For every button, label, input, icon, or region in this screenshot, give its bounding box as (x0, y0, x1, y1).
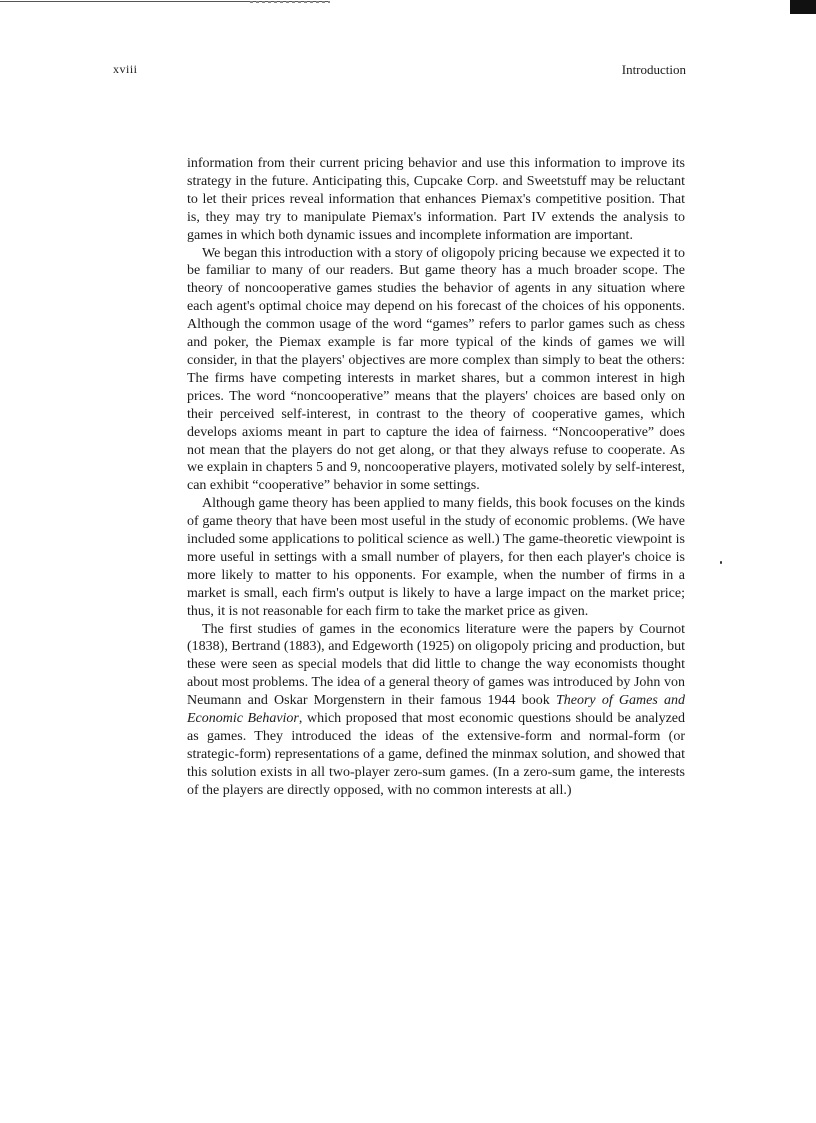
book-title: Theory of Games and Economic Behavior (187, 693, 685, 727)
running-head: Introduction (621, 62, 686, 77)
paragraph-continuation: information from their current pricing behavior and use this information to improve its strategy in the future. Anticipating this, Cupcake Corp. and Sweetstuff may be reluctant to let their prices reveal information that enhances Piemax's competitive position. That is, they may try to manipulate Piemax's information. Part IV extends the analysis to games in which both dynamic issues and incomplete information are important. (187, 156, 685, 243)
paragraph-economics: Although game theory has been applied to many fields, this book focuses on the kinds of game theory that have been most useful in the study of economic problems. (We have included some applications to political science as well.) The game-theoretic viewpoint is more useful in settings with a small number of players, for then each player's choice is more likely to matter to his opponents. For example, when the number of firms in a market is small, each firm's output is likely to have a large impact on the market price; thus, it is not reasonable for each firm to take the market price as given. (187, 496, 685, 619)
stray-ink-mark (720, 561, 722, 564)
paragraph-scope: We began this introduction with a story of oligopoly pricing because we expected it to be familiar to many of our readers. But game theory has a much broader scope. The theory of noncooperative games studies the behavior of agents in any situation where each agent's optimal choice may depend on his forecast of the choices of his opponents. Although the common usage of the word “games” refers to parlor games such as chess and poker, the Piemax example is far more typical of the kinds of games we will consider, in that the players' objectives are more complex than simply to beat the others: The firms have competing interests in market shares, but a common interest in high prices. The word “noncooperative” means that the players' choices are based only on their perceived self-interest, in contrast to the theory of cooperative games, which develops axioms meant in part to capture the idea of fairness. “Noncooperative” does not mean that the players do not get along, or that they always refuse to cooperate. As we explain in chapters 5 and 9, noncooperative players, motivated solely by self-interest, can exhibit “cooperative” behavior in some settings. (187, 245, 686, 494)
paragraph-history (187, 621, 685, 800)
page-number: xviii (113, 62, 138, 76)
history-text-end: , which proposed that most economic questions should be analyzed as games. They introduced the ideas of the extensive-form and normal-form (or strategic-form) representations of a game, defined the minmax solution, and showed that this solution exists in all two-player zero-sum games. (In a zero-sum game, the interests of the players are directly opposed, with no common interests at all.) (187, 711, 686, 798)
body-text (187, 155, 685, 800)
history-text-start: The first studies of games in the economics literature were the papers by Cournot (1838), Bertrand (1883), and Edgeworth (1925) on oligopoly pricing and production, but these were seen as special models that did little to change the way economists thought about most problems. The idea of a general theory of games was introduced by John von Neumann and Oskar Morgenstern in their famous 1944 book (187, 621, 685, 709)
scan-edge-dots (250, 1, 330, 3)
scan-corner-mark (790, 0, 816, 14)
